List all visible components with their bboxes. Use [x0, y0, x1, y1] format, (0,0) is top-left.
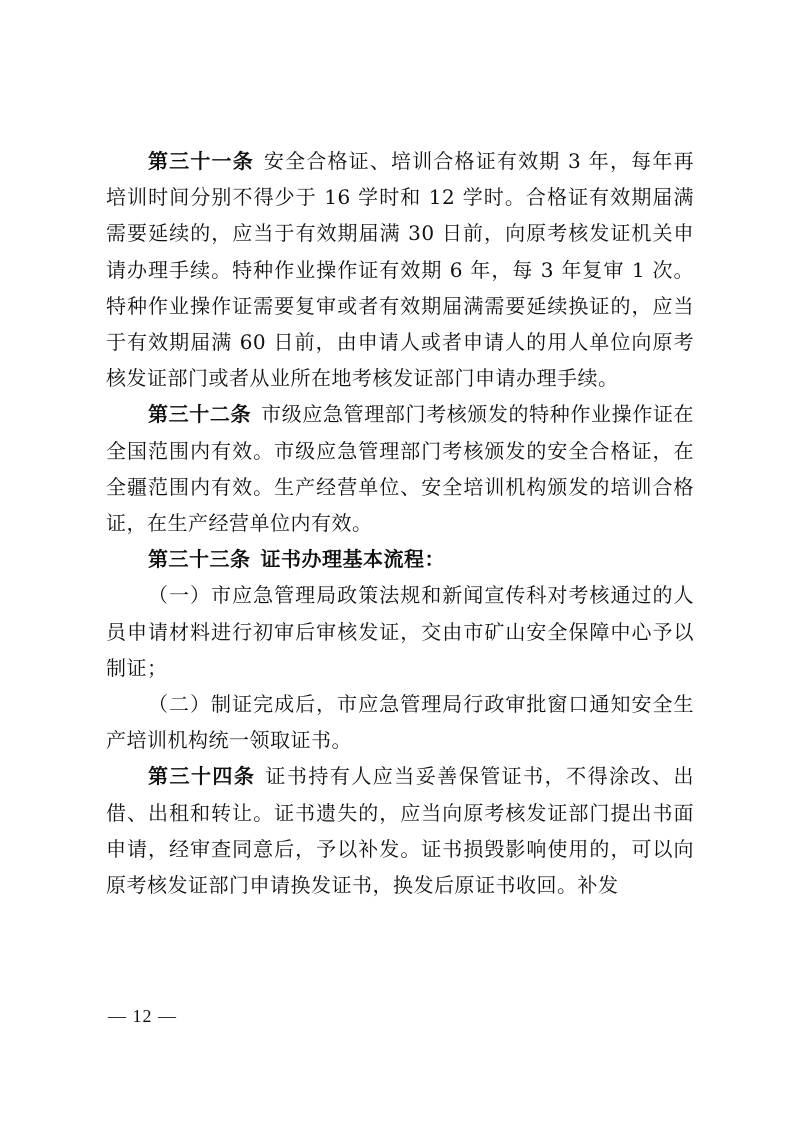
list-item: （二）制证完成后，市应急管理局行政审批窗口通知安全生产培训机构统一领取证书。 [106, 692, 694, 753]
article-title: 第三十二条 [148, 402, 252, 427]
article-title: 第三十三条 [148, 547, 251, 572]
page-number: — 12 — [108, 1006, 177, 1026]
article-text: 证书持有人应当妥善保管证书，不得涂改、出借、出租和转让。证书遗失的，应当向原考核发证部门提出书面申请，经审查同意后，予以补发。证书损毁影响使用的，可以向原考核发证部门申请换发证书，换发后原证书收回。补发 [106, 764, 695, 898]
article-title: 第三十四条 [148, 764, 256, 789]
list-item: （一）市应急管理局政策法规和新闻宣传科对考核通过的人员申请材料进行初审后审核发证，交由市矿山安全保障中心予以制证； [106, 583, 694, 680]
article-33 [106, 541, 694, 577]
article-text: 市级应急管理部门考核颁发的特种作业操作证在全国范围内有效。市级应急管理部门考核颁发的安全合格证，在全疆范围内有效。生产经营单位、安全培训机构颁发的培训合格证，在生产经营单位内有效。 [106, 402, 695, 536]
article-31 [106, 143, 694, 396]
document-body [106, 143, 694, 903]
article-title: 第三十一条 [148, 149, 254, 173]
article-text: 安全合格证、培训合格证有效期 3 年，每年再培训时间分别不得少于 16 学时和 12 学时。合格证有效期届满需要延续的，应当于有效期届满 30 日前，向原考核发证机关申请办理手续。特种作业操作证有效期 6 年，每 3 年复审 1 次。特种作业操作证需要复审或者有效期届满需要延续换证的，应当于有效期届满 60 日前，由申请人或者申请人的用人单位向原考核发证部门或者从业所在地考核发证部门申请办理手续。 [106, 149, 694, 391]
article-34 [106, 758, 694, 903]
article-heading-text: 证书办理基本流程： [260, 547, 445, 572]
article-32 [106, 396, 694, 541]
